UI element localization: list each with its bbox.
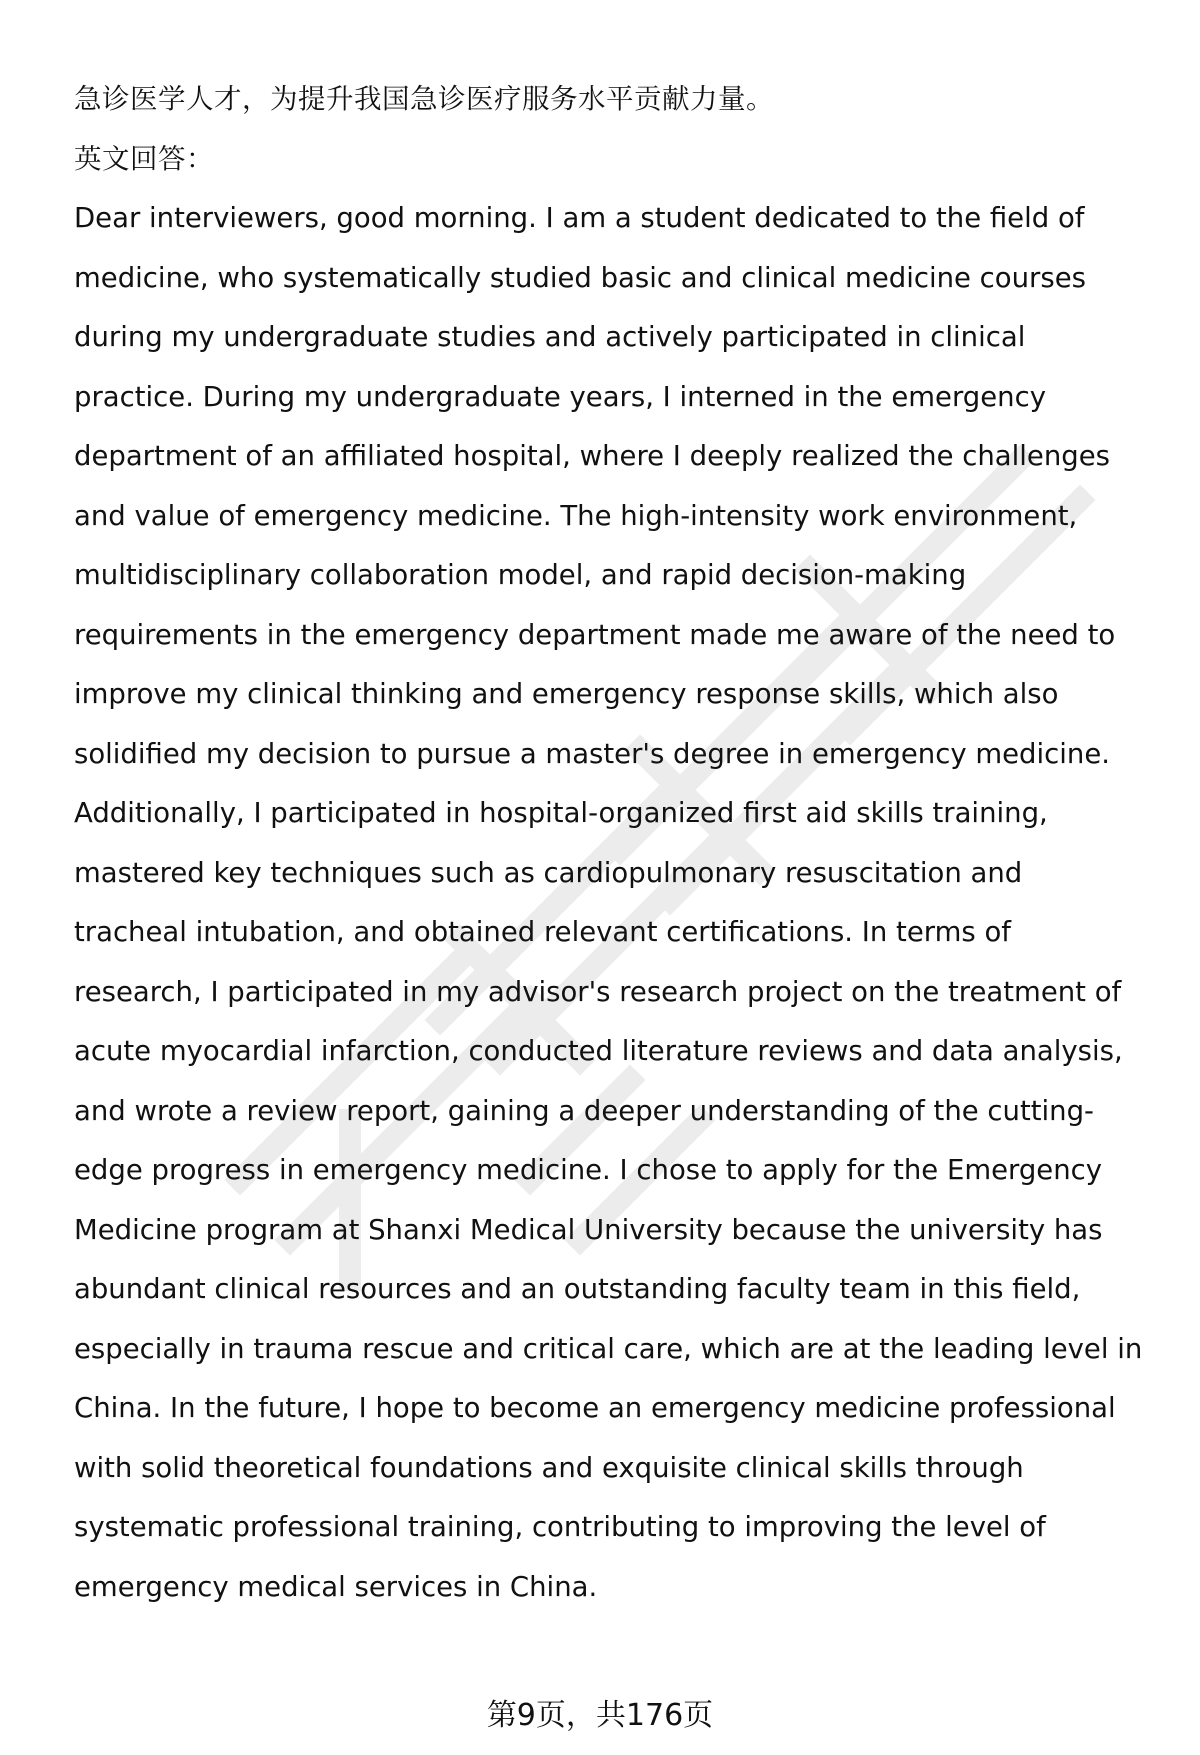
text-line: 急诊医学人才，为提升我国急诊医疗服务水平贡献力量。 [74,83,774,115]
text-line: mastered key techniques such as cardiopulmonary resuscitation and [74,856,1023,889]
text-line: improve my clinical thinking and emergency response skills, which also [74,678,1059,710]
text-line: solidified my decision to pursue a master's degree in emergency medicine. [74,737,1110,770]
text-line: and value of emergency medicine. The high-intensity work environment, [74,499,1078,532]
text-line: Dear interviewers, good morning. I am a student dedicated to the field of [74,202,1085,234]
text-line: multidisciplinary collaboration model, and rapid decision-making [74,559,967,591]
text-line: research, I participated in my advisor's research project on the treatment of [74,975,1122,1008]
text-line: systematic professional training, contributing to improving the level of [74,1511,1046,1543]
text-line: Additionally, I participated in hospital-organized first aid skills training, [74,797,1048,829]
text-line: emergency medical services in China. [74,1570,598,1603]
text-line: acute myocardial infarction, conducted literature reviews and data analysis, [74,1035,1123,1067]
section-label-english-answer: 英文回答： [74,142,214,175]
text-line: China. In the future, I hope to become an emergency medicine professional [74,1392,1116,1424]
text-line: department of an affiliated hospital, where I deeply realized the challenges [74,440,1110,472]
text-line: practice. During my undergraduate years, I interned in the emergency [74,380,1046,413]
text-line: abundant clinical resources and an outstanding faculty team in this field, [74,1273,1081,1305]
text-line: tracheal intubation, and obtained relevant certifications. In terms of [74,916,1011,948]
text-line: and wrote a review report, gaining a deeper understanding of the cutting- [74,1094,1094,1127]
text-line: especially in trauma rescue and critical care, which are at the leading level in [74,1332,1143,1365]
text-line: Medicine program at Shanxi Medical University because the university has [74,1213,1103,1246]
text-line: requirements in the emergency department made me aware of the need to [74,618,1116,651]
text-line: medicine, who systematically studied basic and clinical medicine courses [74,261,1086,294]
text-line: with solid theoretical foundations and exquisite clinical skills through [74,1451,1024,1484]
page-number: 第9页，共176页 [486,1698,714,1733]
document-body [74,70,1164,1617]
text-line: during my undergraduate studies and actively participated in clinical [74,321,1026,353]
text-line: edge progress in emergency medicine. I chose to apply for the Emergency [74,1154,1103,1186]
